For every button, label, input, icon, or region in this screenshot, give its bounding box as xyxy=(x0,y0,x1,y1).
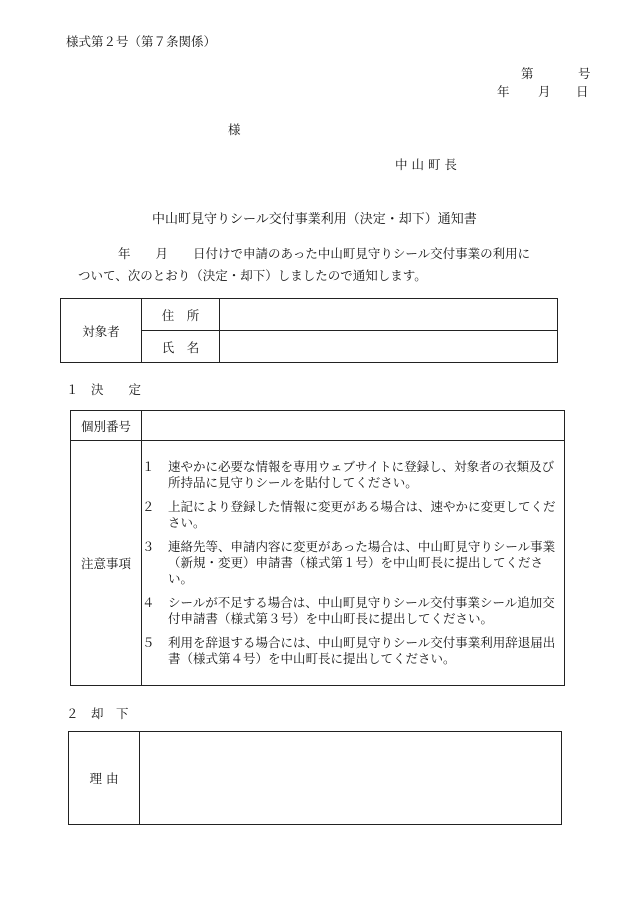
doc-number-go: 号 xyxy=(578,66,591,81)
date-year: 年 xyxy=(497,84,510,99)
reason-field[interactable] xyxy=(140,732,562,825)
name-field[interactable] xyxy=(220,331,558,363)
rejection-table xyxy=(68,731,562,825)
note-item xyxy=(142,595,558,627)
note-text: 速やかに必要な情報を専用ウェブサイトに登録し、対象者の衣類及び所持品に見守りシールを貼付してください。 xyxy=(168,459,555,490)
note-number: ２ xyxy=(142,499,155,514)
note-number: １ xyxy=(142,459,155,474)
decision-table xyxy=(70,410,565,686)
note-number: ５ xyxy=(142,635,155,650)
note-number: ３ xyxy=(142,539,155,554)
issuer-name: 中 山 町 長 xyxy=(395,157,457,172)
id-field[interactable] xyxy=(142,411,565,441)
notes-label: 注意事項 xyxy=(71,441,142,686)
note-text: 利用を辞退する場合には、中山町見守りシール交付事業利用辞退届出書（様式第４号）を中山町長に提出してください。 xyxy=(168,635,556,666)
address-field[interactable] xyxy=(220,299,558,331)
document-title: 中山町見守りシール交付事業利用（決定・却下）通知書 xyxy=(152,212,477,227)
addressee-suffix: 様 xyxy=(228,122,241,137)
note-text: 上記により登録した情報に変更がある場合は、速やかに変更してください。 xyxy=(168,499,556,530)
date-month: 月 xyxy=(538,84,551,99)
notes-cell xyxy=(142,441,565,686)
name-label: 氏 名 xyxy=(142,331,220,363)
section-1-heading: １ 決 定 xyxy=(66,382,142,397)
reason-label: 理 由 xyxy=(69,732,140,825)
body-line-2: ついて、次のとおり（決定・却下）しましたので通知します。 xyxy=(78,268,427,283)
id-label: 個別番号 xyxy=(71,411,142,441)
note-item xyxy=(142,539,558,587)
note-text: 連絡先等、申請内容に変更があった場合は、中山町見守りシール事業（新規・変更）申請書（様式第１号）を中山町長に提出してください。 xyxy=(168,539,556,586)
note-item xyxy=(142,635,558,667)
note-item xyxy=(142,499,558,531)
note-number: ４ xyxy=(142,595,155,610)
body-line-1: 年 月 日付けで申請のあった中山町見守りシール交付事業の利用に xyxy=(118,246,531,261)
subject-header: 対象者 xyxy=(61,299,142,363)
subject-table xyxy=(60,298,558,363)
address-label: 住 所 xyxy=(142,299,220,331)
note-text: シールが不足する場合は、中山町見守りシール交付事業シール追加交付申請書（様式第３号）を中山町長に提出してください。 xyxy=(168,595,555,626)
section-2-heading: ２ 却 下 xyxy=(66,706,129,721)
doc-number-dai: 第 xyxy=(521,66,534,81)
form-number-label: 様式第２号（第７条関係） xyxy=(66,34,217,49)
date-day: 日 xyxy=(576,84,589,99)
body-paragraph xyxy=(78,243,578,287)
note-item xyxy=(142,459,558,491)
